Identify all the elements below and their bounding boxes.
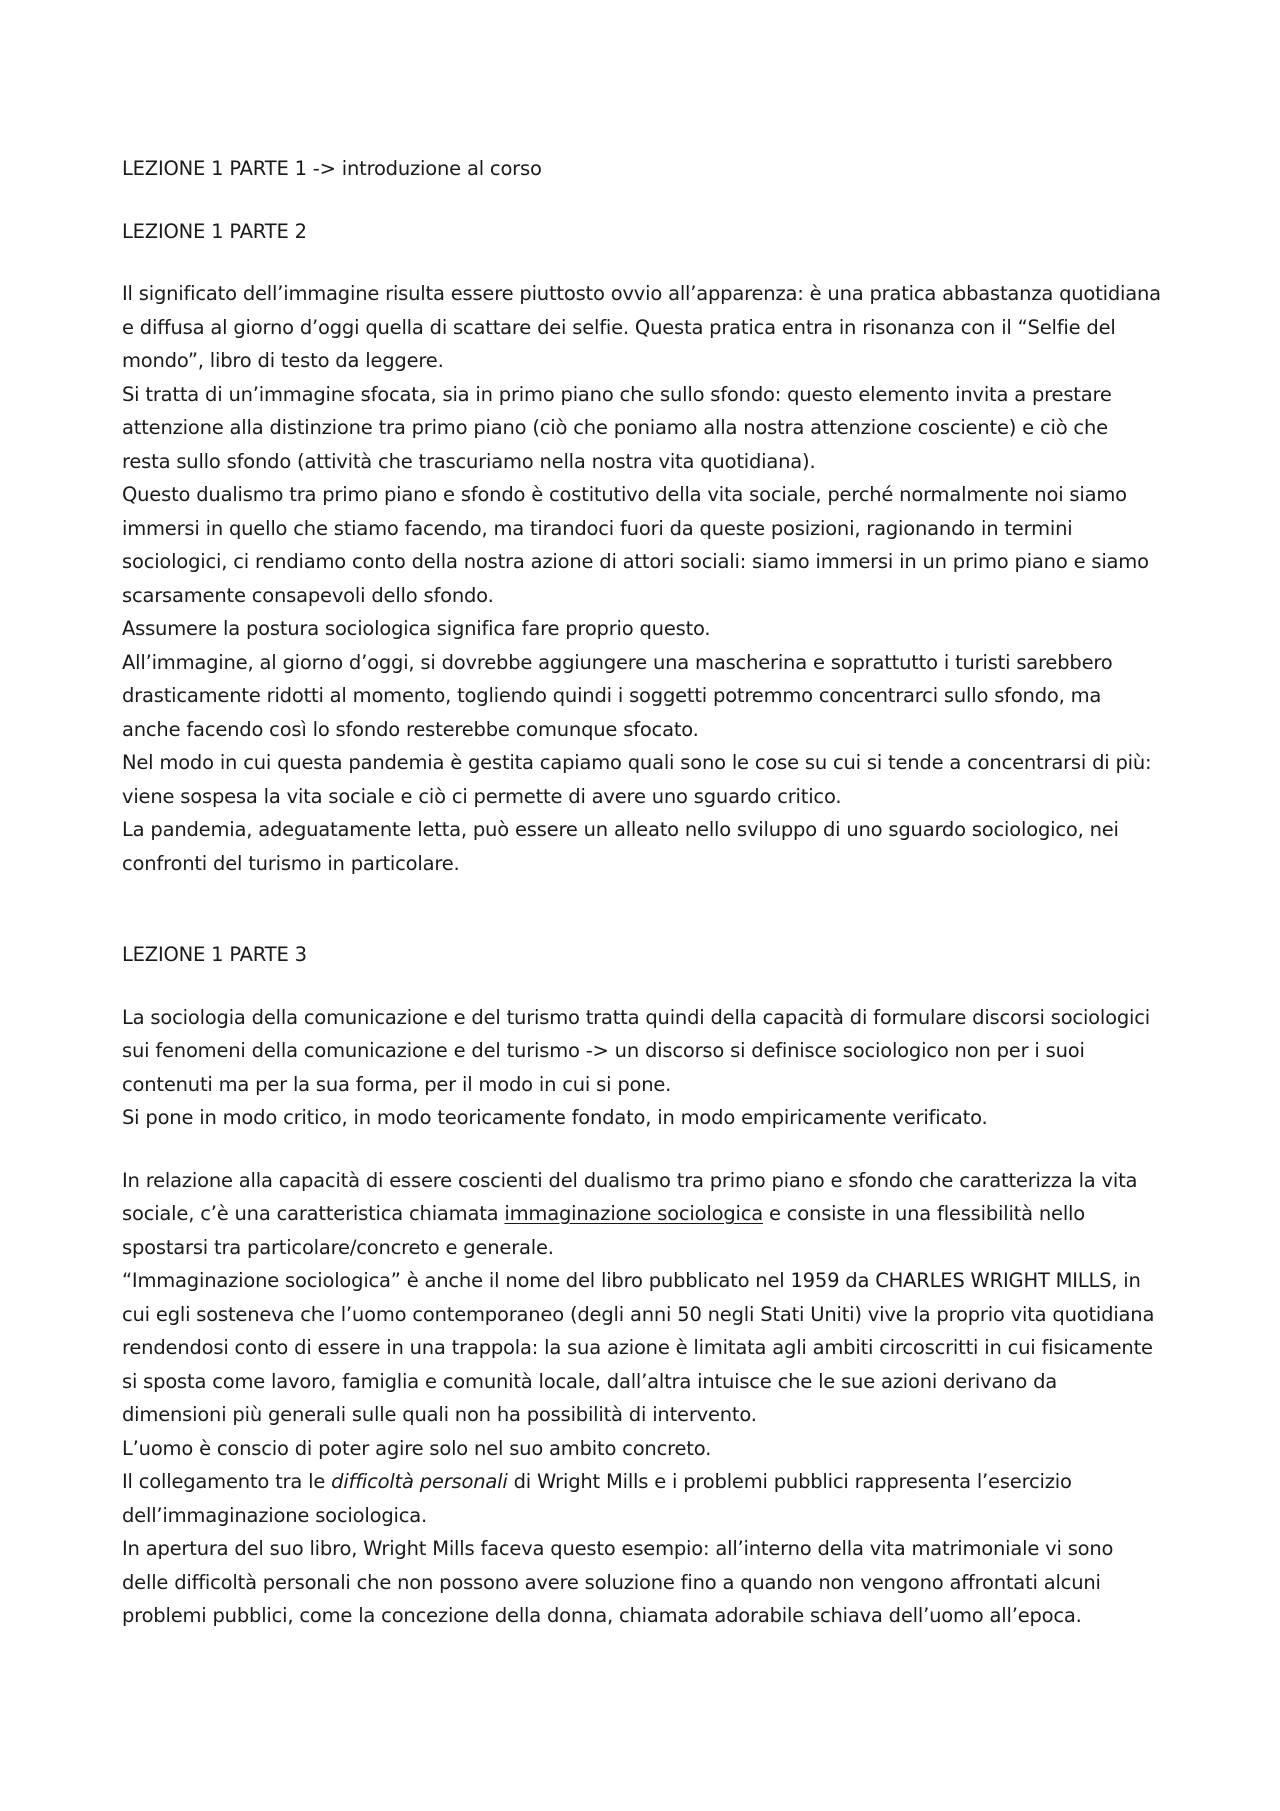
paragraph: La pandemia, adeguatamente letta, può essere un alleato nello sviluppo di uno sguardo sociologico, nei confronti del turismo in particolare. bbox=[122, 818, 1119, 875]
heading-lezione-1-parte-1: LEZIONE 1 PARTE 1 -> introduzione al corso bbox=[122, 157, 542, 180]
paragraph: L’uomo è conscio di poter agire solo nel suo ambito concreto. bbox=[122, 1436, 712, 1460]
text-run: e consiste in una flessibilità nello spostarsi tra particolare/concreto e generale. bbox=[122, 1202, 1085, 1259]
paragraph: Si tratta di un’immagine sfocata, sia in primo piano che sullo sfondo: questo elemento invita a prestare attenzione alla distinzione tra primo piano (ciò che poniamo alla nostra attenzione cosciente) e ciò che resta sullo sfondo (attività che trascuriamo nella nostra vita quotidiana). bbox=[122, 382, 1112, 473]
paragraph: Nel modo in cui questa pandemia è gestita capiamo quali sono le cose su cui si tende a concentrarsi di più: viene sospesa la vita sociale e ciò ci permette di avere uno sguardo critico. bbox=[122, 751, 1152, 808]
paragraph: “Immaginazione sociologica” è anche il nome del libro pubblicato nel 1959 da CHARLES WRIGHT MILLS, in cui egli sosteneva che l’uomo contemporaneo (degli anni 50 negli Stati Uniti) vive la proprio vita quotidiana rendendosi conto di essere in una trappola: la sua azione è limitata agli ambiti circoscritti in cui fisicamente si sposta come lavoro, famiglia e comunità locale, dall’altra intuisce che le sue azioni derivano da dimensioni più generali sulle quali non ha possibilità di intervento. bbox=[122, 1269, 1155, 1426]
paragraph bbox=[122, 1465, 1162, 1532]
text-run: In relazione alla capacità di essere coscienti del dualismo tra primo piano e sfondo che caratterizza la vita sociale, c’è una caratteristica chiamata bbox=[122, 1168, 1138, 1225]
heading-lezione-1-parte-3: LEZIONE 1 PARTE 3 bbox=[122, 943, 307, 966]
paragraph: Questo dualismo tra primo piano e sfondo è costitutivo della vita sociale, perché normalmente noi siamo immersi in quello che stiamo facendo, ma tirandoci fuori da queste posizioni, ragionando in termini sociologici, ci rendiamo conto della nostra azione di attori sociali: siamo immersi in un primo piano e siamo scarsamente consapevoli dello sfondo. bbox=[122, 483, 1149, 607]
document-body bbox=[122, 152, 1162, 1633]
paragraph: La sociologia della comunicazione e del turismo tratta quindi della capacità di formulare discorsi sociologici sui fenomeni della comunicazione e del turismo -> un discorso si definisce sociologico non per i suoi contenuti ma per la sua forma, per il modo in cui si pone. bbox=[122, 1005, 1150, 1096]
paragraph bbox=[122, 1164, 1162, 1265]
text-run: di Wright Mills e i problemi pubblici rappresenta l’esercizio dell’immaginazione sociologica. bbox=[122, 1470, 1072, 1527]
paragraph: Si pone in modo critico, in modo teoricamente fondato, in modo empiricamente verificato. bbox=[122, 1106, 988, 1129]
heading-lezione-1-parte-2: LEZIONE 1 PARTE 2 bbox=[122, 219, 307, 243]
paragraph: All’immagine, al giorno d’oggi, si dovrebbe aggiungere una mascherina e soprattutto i turisti sarebbero drasticamente ridotti al momento, togliendo quindi i soggetti potremmo concentrarci sullo sfondo, ma anche facendo così lo sfondo resterebbe comunque sfocato. bbox=[122, 650, 1113, 741]
paragraph: Assumere la postura sociologica significa fare proprio questo. bbox=[122, 617, 711, 640]
paragraph: Il significato dell’immagine risulta essere piuttosto ovvio all’apparenza: è una pratica abbastanza quotidiana e diffusa al giorno d’oggi quella di scattare dei selfie. Questa pratica entra in risonanza con il “Selfie del mondo”, libro di testo da leggere. bbox=[122, 282, 1161, 372]
paragraph: In apertura del suo libro, Wright Mills faceva questo esempio: all’interno della vita matrimoniale vi sono delle difficoltà personali che non possono avere soluzione fino a quando non vengono affrontati alcuni problemi pubblici, come la concezione della donna, chiamata adorabile schiava dell’uomo all’epoca. bbox=[122, 1537, 1114, 1627]
underlined-term: immaginazione sociologica bbox=[504, 1202, 763, 1225]
text-run: Il collegamento tra le bbox=[122, 1470, 332, 1493]
italic-term: difficoltà personali bbox=[331, 1470, 508, 1493]
